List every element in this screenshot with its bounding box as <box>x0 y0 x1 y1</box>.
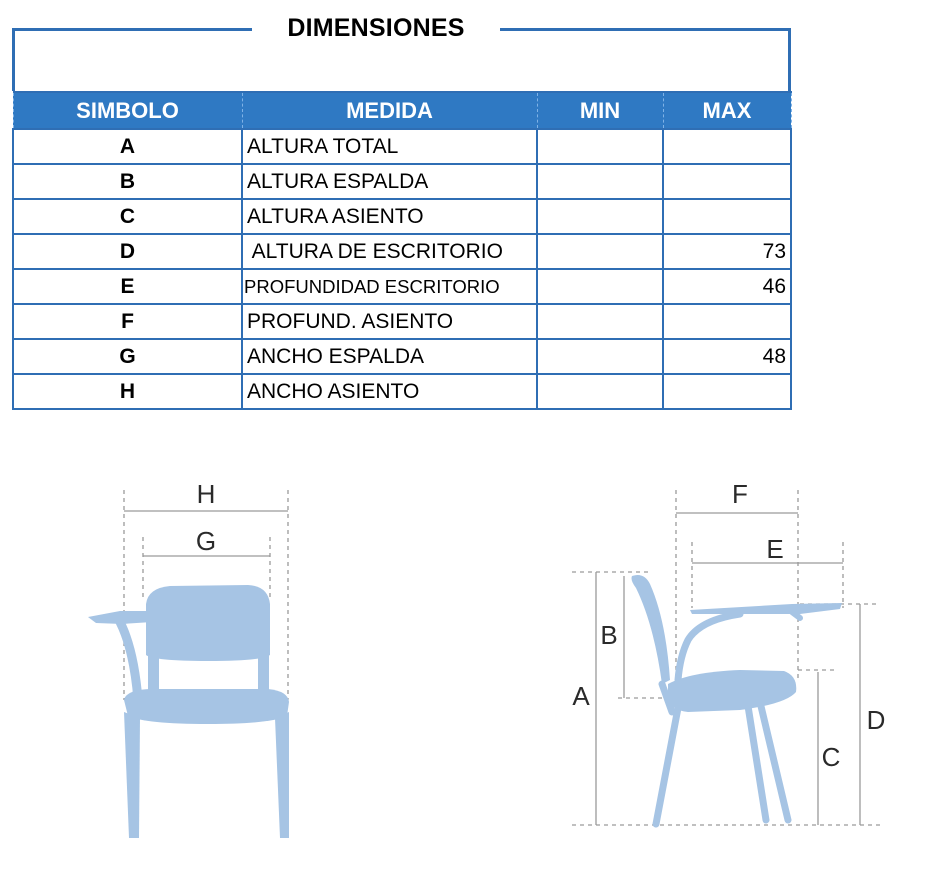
table-row <box>13 304 791 339</box>
front-leg-left <box>124 712 140 838</box>
front-view-chair <box>88 479 289 838</box>
row-measure: ANCHO ASIENTO <box>242 374 537 409</box>
table-row <box>13 199 791 234</box>
row-max <box>663 374 791 409</box>
row-symbol: E <box>13 269 242 304</box>
page-title: DIMENSIONES <box>252 8 500 48</box>
header-min: MIN <box>537 92 663 129</box>
row-symbol: B <box>13 164 242 199</box>
table-row <box>13 234 791 269</box>
side-backrest <box>632 575 671 684</box>
row-max: 46 <box>663 269 791 304</box>
table-row <box>13 339 791 374</box>
side-seat <box>668 670 796 712</box>
label-h: H <box>196 479 216 509</box>
row-measure: ALTURA ASIENTO <box>242 199 537 234</box>
row-max: 73 <box>663 234 791 269</box>
front-backrest <box>146 585 270 661</box>
row-symbol: H <box>13 374 242 409</box>
dimensions-table <box>12 91 792 410</box>
table-header-row <box>13 92 791 129</box>
row-symbol: C <box>13 199 242 234</box>
label-a: A <box>572 681 590 711</box>
row-measure: ALTURA TOTAL <box>242 129 537 164</box>
table-row <box>13 164 791 199</box>
label-b: B <box>600 620 618 650</box>
side-tablet-arm <box>678 614 740 680</box>
label-c: C <box>821 742 841 772</box>
label-d: D <box>866 705 886 735</box>
row-measure: PROFUND. ASIENTO <box>242 304 537 339</box>
label-f: F <box>732 479 748 509</box>
row-measure: ALTURA ESPALDA <box>242 164 537 199</box>
label-g: G <box>195 526 217 556</box>
row-min <box>537 269 663 304</box>
row-symbol: A <box>13 129 242 164</box>
side-view-chair <box>572 479 885 825</box>
front-seat <box>124 689 289 724</box>
row-measure: PROFUNDIDAD ESCRITORIO <box>242 269 537 304</box>
chair-diagram <box>0 430 932 880</box>
row-max: 48 <box>663 339 791 374</box>
row-min <box>537 304 663 339</box>
row-symbol: D <box>13 234 242 269</box>
row-min <box>537 129 663 164</box>
header-max: MAX <box>663 92 791 129</box>
row-max <box>663 304 791 339</box>
side-writing-tablet <box>690 603 842 614</box>
row-min <box>537 339 663 374</box>
row-min <box>537 374 663 409</box>
table-row <box>13 129 791 164</box>
header-symbol: SIMBOLO <box>13 92 242 129</box>
front-tablet-arm <box>120 622 138 700</box>
row-max <box>663 129 791 164</box>
row-min <box>537 199 663 234</box>
table-row <box>13 269 791 304</box>
row-measure: ANCHO ESPALDA <box>242 339 537 374</box>
row-max <box>663 199 791 234</box>
header-measure: MEDIDA <box>242 92 537 129</box>
row-min <box>537 234 663 269</box>
label-e: E <box>766 534 784 564</box>
row-measure: ALTURA DE ESCRITORIO <box>242 234 537 269</box>
row-symbol: G <box>13 339 242 374</box>
front-leg-right <box>275 712 289 838</box>
side-rear-leg <box>656 708 678 824</box>
row-symbol: F <box>13 304 242 339</box>
row-max <box>663 164 791 199</box>
table-row <box>13 374 791 409</box>
row-min <box>537 164 663 199</box>
